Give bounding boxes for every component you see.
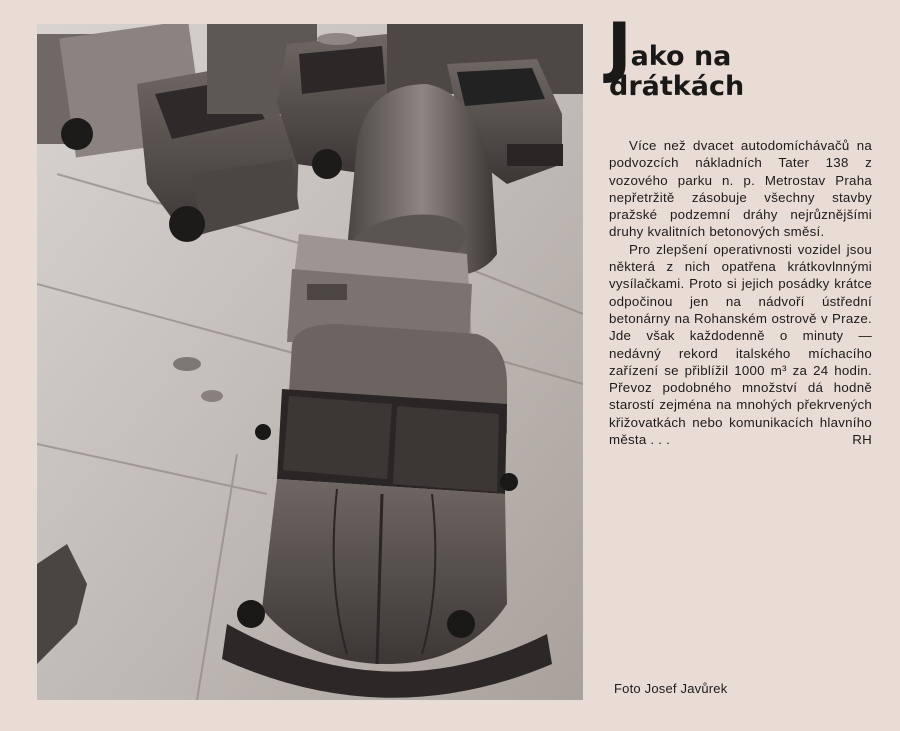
- headline-dropcap: J: [607, 9, 630, 86]
- photo-credit: Foto Josef Javůrek: [614, 681, 728, 696]
- author-signature: RH: [852, 432, 872, 448]
- headline-line-1: ako na: [630, 41, 732, 72]
- headline-line-2: drátkách: [609, 71, 745, 102]
- article-photo: [37, 24, 583, 700]
- article-paragraph-2-text: Pro zlepšení operativnosti vozidel jsou některá z nich opatřena krátkovlnnými vysílačkami. Proto si jejich posádky krátce odpočinou jen na nádvoří ústřední betonárny na Rohanském ostrově v Praze. Jde však každodenně o minuty — nedávný rekord italského míchacího zařízení se přiblížil 1000 m³ za 24 hodin. Převoz podobného množství dá hodně starostí zejména na mnohých překrvených křižovatkách nebo komunikacích hlavního města . . .: [609, 241, 872, 448]
- article-body: [609, 137, 872, 448]
- article-headline: [607, 9, 889, 102]
- article-paragraph-2: [609, 241, 872, 449]
- truck-photo-illustration: [37, 24, 583, 700]
- article-paragraph-1: Více než dvacet autodomíchávačů na podvozcích nákladních Tater 138 z vozového parku n. p. Metrostav Praha nepřetržitě zásobuje všechny stavby pražské podzemní dráhy nejrůznějšími druhy kvalitních betonových směsí.: [609, 138, 872, 240]
